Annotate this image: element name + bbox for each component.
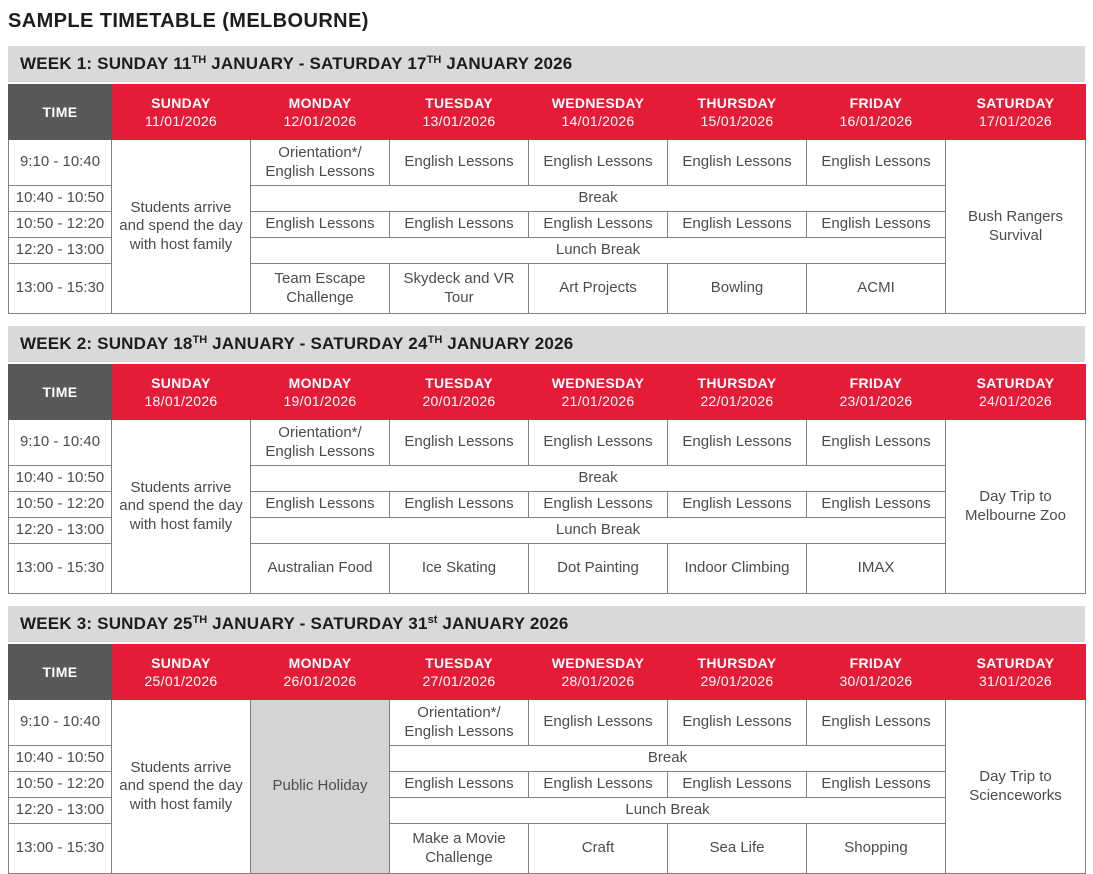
activity-cell: Make a Movie Challenge (390, 824, 529, 874)
week-title-text: JANUARY - SATURDAY 31 (207, 614, 428, 633)
day-date: 13/01/2026 (422, 113, 496, 129)
timetable-row (9, 140, 1086, 186)
host-family-cell: Students arrive and spend the day with host family (112, 140, 251, 314)
lesson-cell: English Lessons (529, 700, 668, 746)
day-header-sunday (112, 645, 251, 700)
lesson-cell: Orientation*/ English Lessons (251, 140, 390, 186)
time-slot-cell: 10:40 - 10:50 (9, 466, 112, 492)
activity-cell: Team Escape Challenge (251, 264, 390, 314)
day-date: 16/01/2026 (839, 113, 913, 129)
table-header-row (9, 645, 1086, 700)
table-header-row (9, 85, 1086, 140)
lesson-cell: Orientation*/ English Lessons (251, 420, 390, 466)
time-slot-cell: 10:40 - 10:50 (9, 186, 112, 212)
day-name: TUESDAY (425, 654, 493, 671)
day-name: THURSDAY (697, 654, 777, 671)
ordinal-superscript: TH (191, 54, 207, 66)
lesson-cell: English Lessons (807, 140, 946, 186)
lesson-cell: English Lessons (668, 772, 807, 798)
activity-cell: IMAX (807, 544, 946, 594)
week-3-section (8, 606, 1085, 874)
lesson-cell: Orientation*/ English Lessons (390, 700, 529, 746)
activity-cell: Dot Painting (529, 544, 668, 594)
activity-cell: Sea Life (668, 824, 807, 874)
lesson-cell: English Lessons (529, 212, 668, 238)
lesson-cell: English Lessons (529, 492, 668, 518)
break-cell: Break (251, 466, 946, 492)
time-slot-cell: 12:20 - 13:00 (9, 518, 112, 544)
day-name: WEDNESDAY (551, 654, 645, 671)
day-header-monday (251, 645, 390, 700)
lesson-cell: English Lessons (390, 140, 529, 186)
day-name: MONDAY (288, 94, 352, 111)
day-header-thursday (668, 85, 807, 140)
activity-cell: Australian Food (251, 544, 390, 594)
day-header-monday (251, 85, 390, 140)
page-title: SAMPLE TIMETABLE (MELBOURNE) (8, 10, 369, 32)
activity-cell: Craft (529, 824, 668, 874)
time-slot-cell: 10:50 - 12:20 (9, 772, 112, 798)
week-title-text: JANUARY 2026 (442, 334, 574, 353)
day-header-saturday (946, 365, 1086, 420)
ordinal-superscript: TH (192, 334, 208, 346)
time-slot-cell: 9:10 - 10:40 (9, 700, 112, 746)
timetable-row (9, 420, 1086, 466)
lunch-break-cell: Lunch Break (390, 798, 946, 824)
activity-cell: Shopping (807, 824, 946, 874)
lesson-cell: English Lessons (668, 140, 807, 186)
day-date: 22/01/2026 (700, 393, 774, 409)
day-header-friday (807, 645, 946, 700)
day-name: TUESDAY (425, 94, 493, 111)
day-header-saturday (946, 645, 1086, 700)
lesson-cell: English Lessons (668, 420, 807, 466)
day-name: SUNDAY (151, 374, 211, 391)
time-slot-cell: 13:00 - 15:30 (9, 824, 112, 874)
day-name: WEDNESDAY (551, 374, 645, 391)
day-header-friday (807, 85, 946, 140)
activity-cell: Skydeck and VR Tour (390, 264, 529, 314)
day-header-sunday (112, 85, 251, 140)
day-name: TUESDAY (425, 374, 493, 391)
day-name: FRIDAY (849, 654, 903, 671)
lunch-break-cell: Lunch Break (251, 238, 946, 264)
lesson-cell: English Lessons (529, 140, 668, 186)
activity-cell: Indoor Climbing (668, 544, 807, 594)
lesson-cell: English Lessons (807, 700, 946, 746)
lesson-cell: English Lessons (390, 212, 529, 238)
time-column-header: TIME (9, 365, 112, 420)
week-3-table (8, 644, 1086, 874)
week-1-title-bar (8, 46, 1085, 82)
ordinal-superscript: TH (192, 614, 208, 626)
lesson-cell: English Lessons (668, 212, 807, 238)
lunch-break-cell: Lunch Break (251, 518, 946, 544)
activity-cell: Ice Skating (390, 544, 529, 594)
day-header-thursday (668, 645, 807, 700)
day-name: THURSDAY (697, 94, 777, 111)
time-slot-cell: 10:40 - 10:50 (9, 746, 112, 772)
lesson-cell: English Lessons (251, 492, 390, 518)
day-name: THURSDAY (697, 374, 777, 391)
ordinal-superscript: TH (427, 334, 443, 346)
lesson-cell: English Lessons (390, 420, 529, 466)
week-title-text: WEEK 2: SUNDAY 18 (20, 334, 193, 353)
day-date: 25/01/2026 (144, 673, 218, 689)
time-slot-cell: 13:00 - 15:30 (9, 544, 112, 594)
day-header-monday (251, 365, 390, 420)
week-2-table (8, 364, 1086, 594)
time-column-header: TIME (9, 645, 112, 700)
day-date: 28/01/2026 (561, 673, 635, 689)
host-family-cell: Students arrive and spend the day with host family (112, 700, 251, 874)
day-date: 31/01/2026 (978, 673, 1053, 689)
day-name: WEDNESDAY (551, 94, 645, 111)
day-name: SATURDAY (976, 374, 1055, 391)
week-title-text: JANUARY 2026 (441, 54, 573, 73)
day-header-wednesday (529, 85, 668, 140)
timetable-row (9, 700, 1086, 746)
public-holiday-cell: Public Holiday (251, 700, 390, 874)
day-header-thursday (668, 365, 807, 420)
lesson-cell: English Lessons (807, 772, 946, 798)
week-title-text: JANUARY - SATURDAY 17 (206, 54, 427, 73)
week-title-text: WEEK 1: SUNDAY 11 (20, 54, 192, 73)
day-name: FRIDAY (849, 94, 903, 111)
lesson-cell: English Lessons (668, 700, 807, 746)
saturday-trip-cell: Day Trip to Melbourne Zoo (946, 420, 1086, 594)
week-title-text: WEEK 3: SUNDAY 25 (20, 614, 193, 633)
day-date: 26/01/2026 (283, 673, 357, 689)
time-slot-cell: 9:10 - 10:40 (9, 420, 112, 466)
day-name: SUNDAY (151, 654, 211, 671)
week-1-table (8, 84, 1086, 314)
time-slot-cell: 9:10 - 10:40 (9, 140, 112, 186)
day-header-saturday (946, 85, 1086, 140)
lesson-cell: English Lessons (251, 212, 390, 238)
day-header-tuesday (390, 85, 529, 140)
time-column-header: TIME (9, 85, 112, 140)
table-header-row (9, 365, 1086, 420)
time-slot-cell: 10:50 - 12:20 (9, 212, 112, 238)
lesson-cell: English Lessons (807, 212, 946, 238)
day-header-tuesday (390, 645, 529, 700)
time-slot-cell: 12:20 - 13:00 (9, 238, 112, 264)
lesson-cell: English Lessons (807, 420, 946, 466)
day-date: 15/01/2026 (700, 113, 774, 129)
day-header-wednesday (529, 365, 668, 420)
day-date: 29/01/2026 (700, 673, 774, 689)
day-name: MONDAY (288, 654, 352, 671)
day-date: 18/01/2026 (144, 393, 218, 409)
day-name: FRIDAY (849, 374, 903, 391)
lesson-cell: English Lessons (529, 772, 668, 798)
week-title-text: JANUARY - SATURDAY 24 (207, 334, 428, 353)
time-slot-cell: 12:20 - 13:00 (9, 798, 112, 824)
time-slot-cell: 10:50 - 12:20 (9, 492, 112, 518)
saturday-trip-cell: Bush Rangers Survival (946, 140, 1086, 314)
day-header-tuesday (390, 365, 529, 420)
day-name: SATURDAY (976, 94, 1055, 111)
activity-cell: Art Projects (529, 264, 668, 314)
host-family-cell: Students arrive and spend the day with host family (112, 420, 251, 594)
day-date: 12/01/2026 (283, 113, 357, 129)
activity-cell: Bowling (668, 264, 807, 314)
week-3-title-bar (8, 606, 1085, 642)
day-date: 23/01/2026 (839, 393, 913, 409)
lesson-cell: English Lessons (390, 772, 529, 798)
day-date: 21/01/2026 (561, 393, 635, 409)
day-date: 14/01/2026 (561, 113, 635, 129)
day-name: SUNDAY (151, 94, 211, 111)
week-1-section (8, 46, 1085, 314)
week-2-section (8, 326, 1085, 594)
lesson-cell: English Lessons (668, 492, 807, 518)
lesson-cell: English Lessons (529, 420, 668, 466)
day-date: 27/01/2026 (422, 673, 496, 689)
activity-cell: ACMI (807, 264, 946, 314)
day-date: 30/01/2026 (839, 673, 913, 689)
day-date: 17/01/2026 (978, 113, 1053, 129)
day-header-sunday (112, 365, 251, 420)
week-2-title-bar (8, 326, 1085, 362)
lesson-cell: English Lessons (807, 492, 946, 518)
day-header-friday (807, 365, 946, 420)
break-cell: Break (390, 746, 946, 772)
break-cell: Break (251, 186, 946, 212)
day-date: 19/01/2026 (283, 393, 357, 409)
time-slot-cell: 13:00 - 15:30 (9, 264, 112, 314)
ordinal-superscript: st (427, 614, 438, 626)
day-name: SATURDAY (976, 654, 1055, 671)
lesson-cell: English Lessons (390, 492, 529, 518)
ordinal-superscript: TH (426, 54, 442, 66)
day-name: MONDAY (288, 374, 352, 391)
day-date: 20/01/2026 (422, 393, 496, 409)
saturday-trip-cell: Day Trip to Scienceworks (946, 700, 1086, 874)
week-title-text: JANUARY 2026 (437, 614, 569, 633)
day-date: 24/01/2026 (978, 393, 1053, 409)
day-header-wednesday (529, 645, 668, 700)
day-date: 11/01/2026 (144, 113, 218, 129)
